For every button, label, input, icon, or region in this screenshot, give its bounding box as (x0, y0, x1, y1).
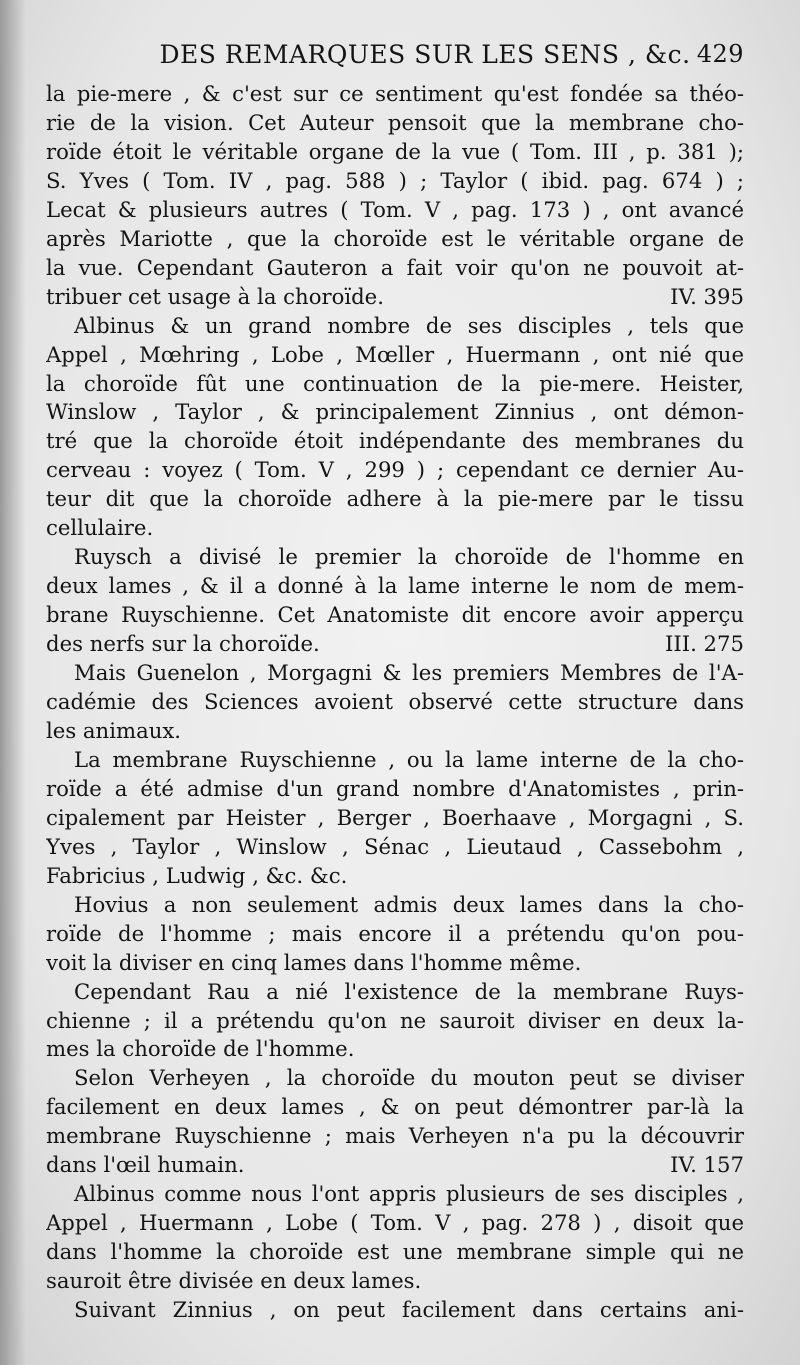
volume-reference: III. 275 (664, 631, 744, 657)
text-line: roïde étoit le véritable organe de la vue ( Tom. III , p. 381 ); (46, 138, 744, 164)
text-line: Albinus & un grand nombre de ses disciples , tels que (74, 312, 744, 338)
text-line: les animaux. (46, 717, 182, 743)
text-line: Lecat & plusieurs autres ( Tom. V , pag. 173 ) , ont avancé (46, 196, 744, 222)
line-text: dans l'œil humain. (46, 1152, 245, 1178)
text-line (46, 1151, 744, 1180)
paragraph (46, 80, 744, 312)
text-line: la vue. Cependant Gauteron a fait voir qu'on ne pouvoit at- (46, 254, 744, 280)
text-line: cipalement par Heister , Berger , Boerhaave , Morgagni , S. (46, 804, 744, 830)
text-line (46, 283, 744, 312)
text-line: après Mariotte , que la choroïde est le véritable organe de (46, 225, 744, 251)
text-line: Albinus comme nous l'ont appris plusieurs de ses disciples , (74, 1181, 744, 1207)
text-line: Hovius a non seulement admis deux lames dans la cho- (74, 891, 744, 917)
paragraph (46, 543, 744, 659)
text-line: teur dit que la choroïde adhere à la pie-mere par le tissu (46, 486, 744, 512)
text-line: tré que la choroïde étoit indépendante des membranes du (46, 428, 744, 454)
text-line: chienne ; il a prétendu qu'on ne sauroit diviser en deux la- (46, 1007, 744, 1033)
paragraph (46, 746, 744, 891)
text-line: mes la choroïde de l'homme. (46, 1036, 355, 1062)
text-line: Appel , Huermann , Lobe ( Tom. V , pag. 278 ) , disoit que (46, 1210, 744, 1236)
text-line: sauroit être divisée en deux lames. (46, 1268, 422, 1294)
text-line: la choroïde fût une continuation de la pie-mere. Heister, (46, 370, 744, 396)
paragraph (46, 1180, 744, 1296)
text-line: Mais Guenelon , Morgagni & les premiers Membres de l'A- (74, 660, 744, 686)
text-line: Yves , Taylor , Winslow , Sénac , Lieutaud , Cassebohm , (46, 833, 744, 859)
text-line: Fabricius , Ludwig , &c. &c. (46, 862, 348, 888)
running-header (46, 40, 744, 80)
volume-reference: IV. 157 (670, 1152, 744, 1178)
text-line: roïde de l'homme ; mais encore il a prétendu qu'on pou- (46, 920, 744, 946)
text-line: Ruysch a divisé le premier la choroïde de l'homme en (74, 544, 744, 570)
text-line: brane Ruyschienne. Cet Anatomiste dit encore avoir apperçu (46, 602, 744, 628)
text-line: deux lames , & il a donné à la lame interne le nom de mem- (46, 573, 744, 599)
gutter-shadow (0, 0, 26, 1365)
text-line: voit la diviser en cinq lames dans l'homme même. (46, 949, 582, 975)
line-text: des nerfs sur la choroïde. (46, 631, 320, 657)
text-line: Winslow , Taylor , & principalement Zinnius , ont démon- (46, 399, 744, 425)
text-line: la pie-mere , & c'est sur ce sentiment qu'est fondée sa théo- (46, 81, 744, 106)
text-line: cellulaire. (46, 515, 154, 541)
paragraph (46, 1296, 744, 1325)
text-line: roïde a été admise d'un grand nombre d'Anatomistes , prin- (46, 775, 744, 801)
paragraph (46, 891, 744, 978)
running-title: DES REMARQUES SUR LES SENS , &c. (159, 40, 691, 69)
text-line: Appel , Mœhring , Lobe , Mœller , Huermann , ont nié que (46, 341, 744, 367)
volume-reference: IV. 395 (670, 283, 744, 309)
paragraph (46, 659, 744, 746)
text-line: S. Yves ( Tom. IV , pag. 588 ) ; Taylor ( ibid. pag. 674 ) ; (46, 167, 744, 193)
body-text (46, 80, 744, 1325)
text-line: membrane Ruyschienne ; mais Verheyen n'a pu la découvrir (46, 1123, 744, 1149)
paragraph (46, 1064, 744, 1180)
text-line: Cependant Rau a nié l'existence de la membrane Ruys- (74, 978, 744, 1004)
text-line: La membrane Ruyschienne , ou la lame interne de la cho- (74, 746, 744, 772)
text-line (46, 630, 744, 659)
text-line: cerveau : voyez ( Tom. V , 299 ) ; cependant ce dernier Au- (46, 457, 744, 483)
text-line: Selon Verheyen , la choroïde du mouton peut se diviser (74, 1065, 744, 1091)
text-line: facilement en deux lames , & on peut démontrer par-là la (46, 1094, 744, 1120)
text-line: cadémie des Sciences avoient observé cette structure dans (46, 689, 744, 715)
text-line: dans l'homme la choroïde est une membrane simple qui ne (46, 1239, 744, 1265)
text-line: Suivant Zinnius , on peut facilement dans certains ani- (74, 1297, 744, 1323)
paragraph (46, 978, 744, 1065)
line-text: tribuer cet usage à la choroïde. (46, 283, 384, 309)
text-line: rie de la vision. Cet Auteur pensoit que la membrane cho- (46, 109, 744, 135)
paragraph (46, 312, 744, 544)
page-number: 429 (696, 40, 744, 68)
